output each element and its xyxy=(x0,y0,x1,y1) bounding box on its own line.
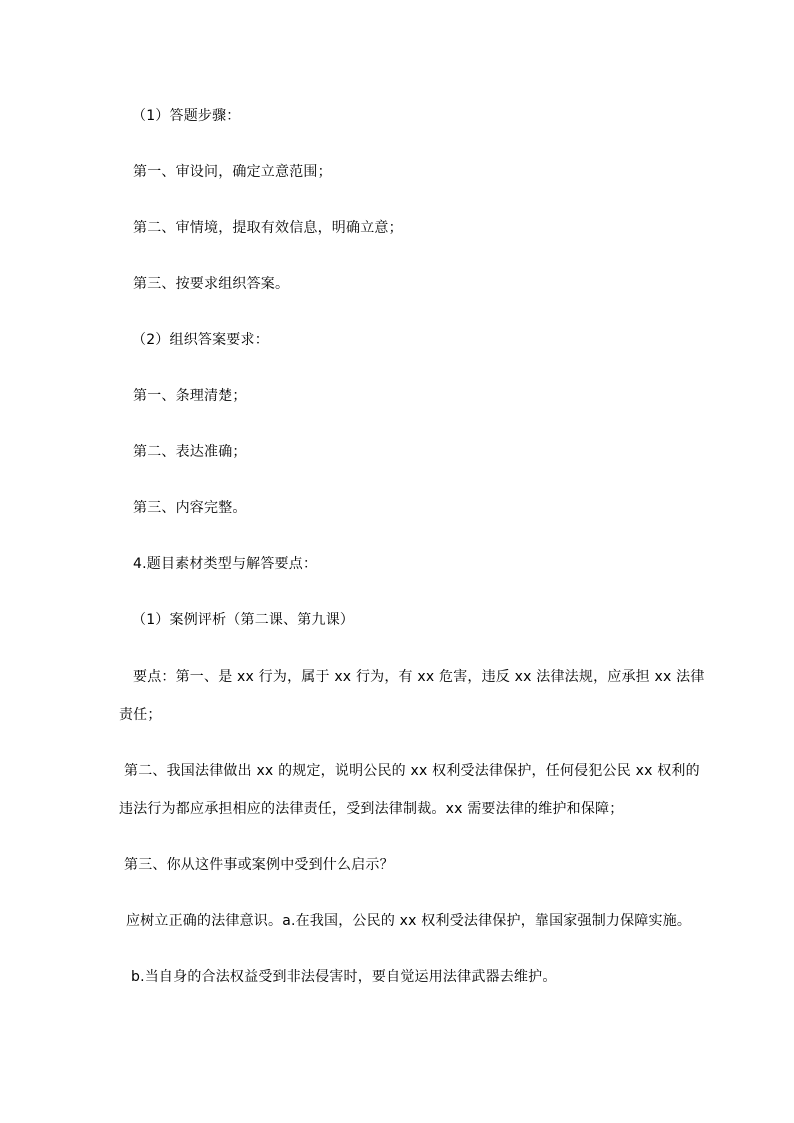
legal-awareness-point-b: b.当自身的合法权益受到非法侵害时，要自觉运用法律武器去维护。 xyxy=(131,969,557,985)
requirement-3: 第三、内容完整。 xyxy=(133,500,247,516)
key-point-line-1-cont: 责任； xyxy=(119,707,162,723)
subheading-answer-requirements: （2）组织答案要求： xyxy=(132,332,269,348)
key-point-line-1: 要点：第一、是 xx 行为，属于 xx 行为，有 xx 危害，违反 xx 法律法规，应承担 xx 法律 xyxy=(133,669,705,685)
key-point-line-2: 第二、我国法律做出 xx 的规定，说明公民的 xx 权利受法律保护，任何侵犯公民 xx 权利的 xyxy=(124,763,700,779)
subheading-case-analysis: （1）案例评析（第二课、第九课） xyxy=(132,612,355,628)
legal-awareness-point-a: 应树立正确的法律意识。a.在我国，公民的 xx 权利受法律保护，靠国家强制力保障实施。 xyxy=(126,913,692,929)
subheading-answer-steps: （1）答题步骤： xyxy=(132,108,241,124)
requirement-2: 第二、表达准确； xyxy=(133,444,247,460)
requirement-1: 第一、条理清楚； xyxy=(133,388,247,404)
key-point-line-3: 第三、你从这件事或案例中受到什么启示？ xyxy=(124,857,394,873)
step-1: 第一、审设问，确定立意范围； xyxy=(133,164,332,180)
key-point-line-2-cont: 违法行为都应承担相应的法律责任，受到法律制裁。xx 需要法律的维护和保障； xyxy=(119,801,624,817)
step-3: 第三、按要求组织答案。 xyxy=(133,276,290,292)
step-2: 第二、审情境，提取有效信息，明确立意； xyxy=(133,220,403,236)
section-heading-4: 4.题目素材类型与解答要点： xyxy=(133,556,318,572)
